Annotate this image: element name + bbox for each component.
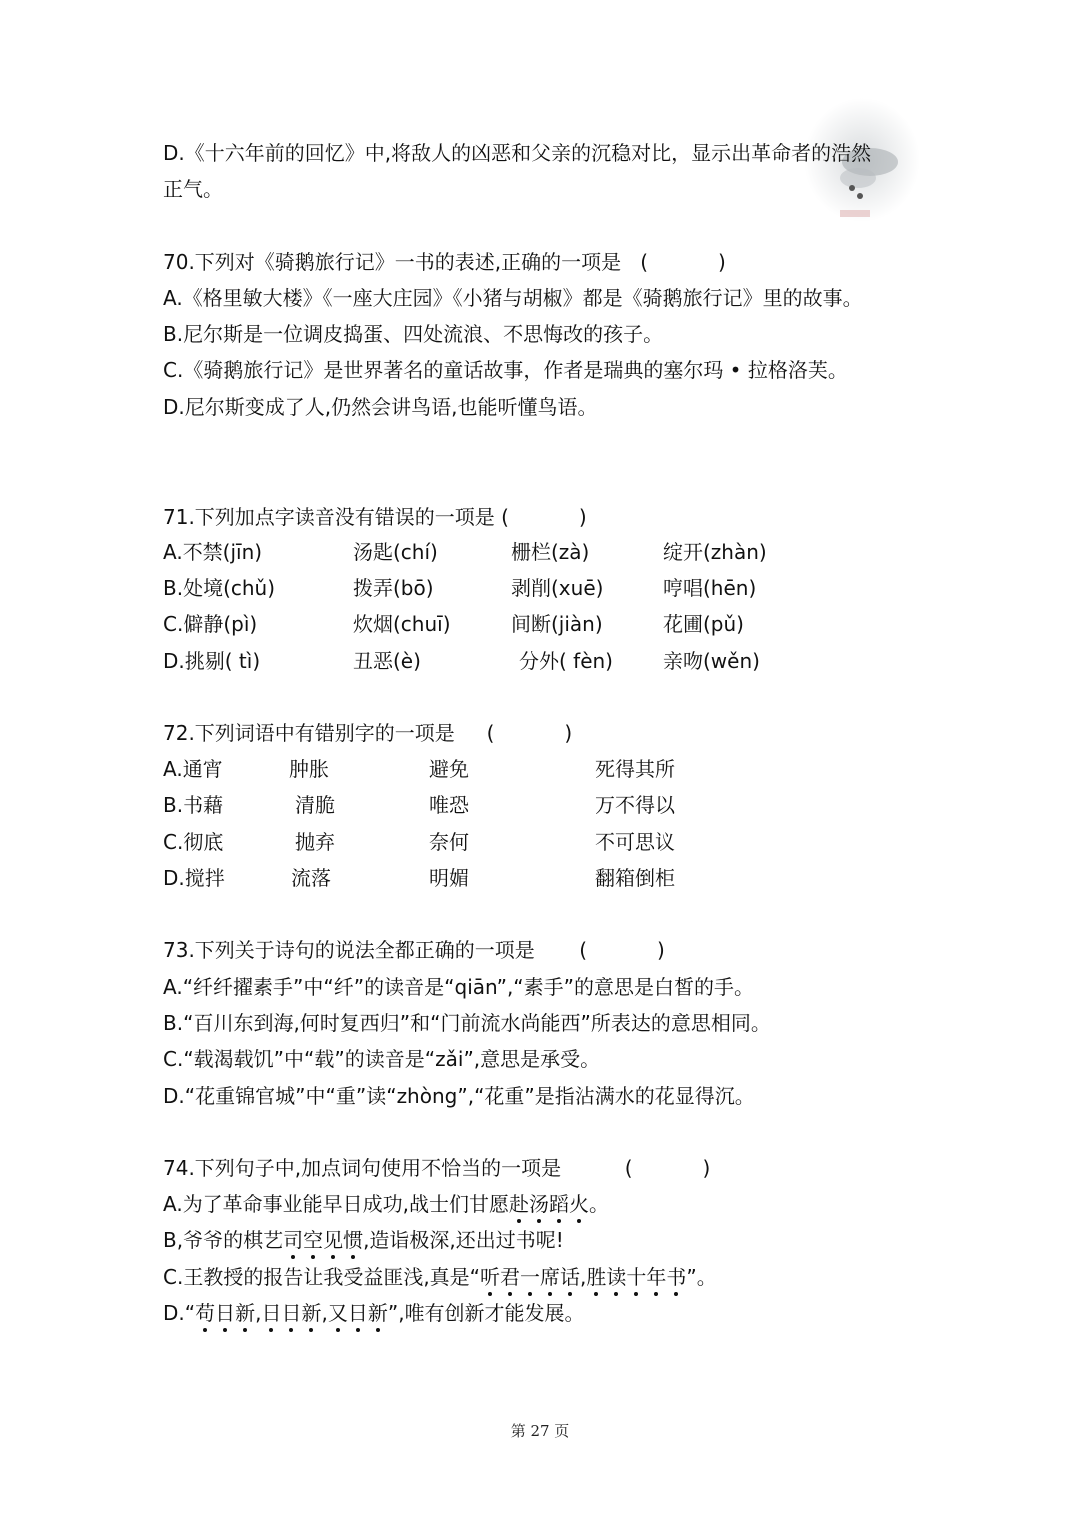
- q74-c-text: C.王教授的报告让我受益匪浅,真是“: [163, 1265, 481, 1289]
- q71-c-item-1: C.僻静(pì): [163, 612, 258, 636]
- q74-a-dotted-phrase: 赴汤蹈火: [509, 1192, 590, 1216]
- q74-b-text: B,爷爷的棋艺: [163, 1228, 284, 1252]
- q71-a-item-1: A.不禁(jīn): [163, 540, 263, 564]
- q71-stem: 71.下列加点字读音没有错误的一项是 ( ): [163, 505, 587, 529]
- q74-option-a: [163, 1191, 930, 1217]
- q74-c-dotted-phrase: 听君一席话,胜读十年书: [480, 1265, 687, 1289]
- q72-b-item-2: 清脆: [295, 793, 335, 817]
- q74-option-c: [163, 1264, 930, 1290]
- q73-option-c: C.“载渴载饥”中“载”的读音是“zǎi”,意思是承受。: [163, 1047, 601, 1071]
- q71-d-item-2: 丑恶(è): [353, 649, 421, 673]
- q71-row-a: [163, 539, 923, 565]
- q73-option-a: A.“纤纤擢素手”中“纤”的读音是“qiān”,“素手”的意思是白皙的手。: [163, 975, 755, 999]
- q70-option-d: D.尼尔斯变成了人,仍然会讲鸟语,也能听懂鸟语。: [163, 395, 598, 419]
- q71-c-item-3: 间断(jiàn): [511, 612, 603, 636]
- q74-b-dotted-phrase: 司空见惯: [283, 1228, 364, 1252]
- q71-row-d: [163, 648, 923, 674]
- q72-a-item-1: A.通宵: [163, 757, 223, 781]
- q72-c-item-3: 奈何: [429, 830, 469, 854]
- q72-d-item-3: 明媚: [429, 866, 469, 890]
- q72-a-item-2: 肿胀: [289, 757, 329, 781]
- q73-option-d: D.“花重锦官城”中“重”读“zhòng”,“花重”是指沾满水的花显得沉。: [163, 1084, 755, 1108]
- q74-option-b: [163, 1227, 930, 1253]
- q72-c-item-2: 抛弃: [295, 830, 335, 854]
- q72-row-b: [163, 792, 923, 818]
- q72-d-item-4: 翻箱倒柜: [595, 866, 675, 890]
- q74-a-text: A.为了革命事业能早日成功,战士们甘愿: [163, 1192, 510, 1216]
- q74-d-tail: ”,唯有创新才能发展。: [387, 1301, 585, 1325]
- q72-d-item-1: D.搅拌: [163, 866, 225, 890]
- q74-d-text: D.“: [163, 1301, 196, 1325]
- q73-option-b: B.“百川东到海,何时复西归”和“门前流水尚能西”所表达的意思相同。: [163, 1011, 771, 1035]
- q71-d-item-1: D.挑剔( tì): [163, 649, 261, 673]
- q70-option-a: A.《格里敏大楼》《一座大庄园》《小猪与胡椒》都是《骑鹅旅行记》里的故事。: [163, 286, 863, 310]
- q69-option-d-line1: D.《十六年前的回忆》中,将敌人的凶恶和父亲的沉稳对比，显示出革命者的浩然: [163, 141, 872, 165]
- q71-d-item-3: 分外( fèn): [519, 649, 613, 673]
- q71-a-item-3: 栅栏(zà): [511, 540, 590, 564]
- q72-b-item-1: B.书藉: [163, 793, 224, 817]
- q72-row-a: [163, 756, 923, 782]
- q71-row-b: [163, 575, 923, 601]
- q72-c-item-1: C.彻底: [163, 830, 224, 854]
- q71-c-item-4: 花圃(pǔ): [663, 612, 744, 636]
- q72-row-c: [163, 829, 923, 855]
- q74-stem: 74.下列句子中,加点词句使用不恰当的一项是 ( ): [163, 1156, 711, 1180]
- q70-option-c: C.《骑鹅旅行记》是世界著名的童话故事，作者是瑞典的塞尔玛 • 拉格洛芙。: [163, 358, 848, 382]
- q69-option-d-line2: 正气。: [163, 177, 223, 201]
- q72-b-item-4: 万不得以: [595, 793, 675, 817]
- q71-row-c: [163, 611, 923, 637]
- q71-b-item-2: 拨弄(bō): [353, 576, 434, 600]
- page-number: 第 27 页: [510, 1422, 570, 1440]
- q72-c-item-4: 不可思议: [595, 830, 675, 854]
- q71-b-item-1: B.处境(chǔ): [163, 576, 276, 600]
- q71-b-item-3: 剥削(xuē): [511, 576, 604, 600]
- q73-stem: 73.下列关于诗句的说法全都正确的一项是 ( ): [163, 938, 665, 962]
- q74-d-dotted-phrase: 苟日新,日日新,又日新: [195, 1301, 388, 1325]
- q72-a-item-4: 死得其所: [595, 757, 675, 781]
- q74-b-tail: ,造诣极深,还出过书呢!: [363, 1228, 564, 1252]
- q71-d-item-4: 亲吻(wěn): [663, 649, 760, 673]
- q72-d-item-2: 流落: [291, 866, 331, 890]
- q72-a-item-3: 避免: [429, 757, 469, 781]
- q74-option-d: [163, 1300, 930, 1326]
- q71-a-item-4: 绽开(zhàn): [663, 540, 767, 564]
- q74-a-tail: 。: [589, 1192, 610, 1216]
- q72-row-d: [163, 865, 923, 891]
- q72-b-item-3: 唯恐: [429, 793, 469, 817]
- q71-b-item-4: 哼唱(hēn): [663, 576, 757, 600]
- q74-c-tail: ”。: [686, 1265, 717, 1289]
- q70-stem: 70.下列对《骑鹅旅行记》一书的表述,正确的一项是 ( ): [163, 250, 726, 274]
- q71-c-item-2: 炊烟(chuī): [353, 612, 451, 636]
- q72-stem: 72.下列词语中有错别字的一项是 ( ): [163, 721, 573, 745]
- q70-option-b: B.尼尔斯是一位调皮捣蛋、四处流浪、不思悔改的孩子。: [163, 322, 664, 346]
- q71-a-item-2: 汤匙(chí): [353, 540, 438, 564]
